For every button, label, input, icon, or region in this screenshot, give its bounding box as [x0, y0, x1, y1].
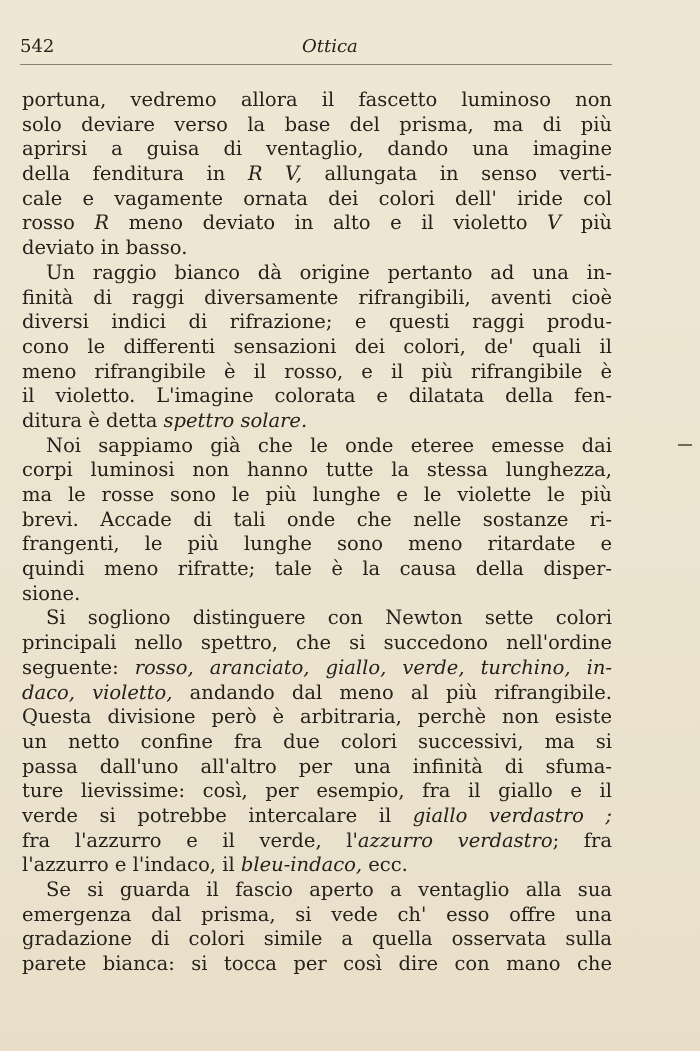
- line-text: rosso: [22, 211, 95, 235]
- line-text: più: [561, 211, 612, 235]
- text-line: [22, 360, 612, 385]
- text-line: [22, 582, 612, 607]
- line-text: l'azzurro e l'indaco, il: [22, 853, 241, 877]
- line-text: ; fra: [552, 828, 612, 852]
- italic-text: azzurro verdastro: [357, 828, 553, 852]
- line-text: deviato in basso.: [22, 236, 188, 260]
- text-line: [22, 557, 612, 582]
- text-line: [22, 384, 612, 409]
- text-line: [22, 730, 612, 755]
- line-text: fra l'azzurro e il verde, l': [22, 828, 358, 852]
- line-text: parete bianca: si tocca per così dire con mano che: [22, 952, 612, 976]
- page-number: 542: [20, 36, 55, 57]
- text-line: [22, 532, 612, 557]
- header-rule: [20, 64, 612, 65]
- line-text: seguente:: [22, 655, 135, 679]
- text-line: [22, 409, 612, 434]
- text-line: [22, 681, 612, 706]
- line-text: aprirsi a guisa di ventaglio, dando una imagine: [22, 137, 612, 161]
- text-line: [22, 927, 612, 952]
- line-text: corpi luminosi non hanno tutte la stessa lunghezza,: [22, 458, 612, 482]
- running-title: Ottica: [302, 36, 358, 57]
- line-text: passa dall'uno all'altro per una infinità di sfuma-: [22, 754, 612, 778]
- line-text: meno deviato in alto e il violetto: [109, 211, 548, 235]
- text-line: [22, 162, 612, 187]
- line-text: gradazione di colori simile a quella osservata sulla: [22, 927, 612, 951]
- line-text: ditura è detta: [22, 408, 164, 432]
- italic-text: daco, violetto,: [22, 680, 173, 704]
- line-text: ecc.: [362, 853, 408, 877]
- text-line: [22, 656, 612, 681]
- line-text: portuna, vedremo allora il fascetto luminoso non: [22, 88, 612, 111]
- line-text: andando dal meno al più rifrangibile.: [172, 680, 612, 704]
- line-text: verde si potrebbe intercalare il: [22, 803, 413, 827]
- body-text: [22, 88, 612, 977]
- text-line: [22, 779, 612, 804]
- text-line: [22, 508, 612, 533]
- text-line: [22, 705, 612, 730]
- line-text: principali nello spettro, che si succedono nell'ordine: [22, 631, 612, 655]
- italic-text: spettro solare.: [163, 408, 308, 432]
- line-text: diversi indici di rifrazione; e questi raggi produ-: [22, 310, 612, 334]
- italic-text: rosso, aranciato, giallo, verde, turchino, in-: [134, 655, 612, 679]
- line-text: quindi meno rifratte; tale è la causa della disper-: [22, 557, 612, 581]
- text-line: [22, 310, 612, 335]
- line-text: allungata in senso verti-: [301, 162, 612, 186]
- text-line: [22, 458, 612, 483]
- text-line: [22, 211, 612, 236]
- text-line: [22, 755, 612, 780]
- text-line: [22, 286, 612, 311]
- text-line: [22, 187, 612, 212]
- line-text: Noi sappiamo già che le onde eteree emesse dai: [46, 433, 612, 457]
- line-text: il violetto. L'imagine colorata e dilatata della fen-: [22, 384, 612, 408]
- text-line: [22, 903, 612, 928]
- text-line: [22, 804, 612, 829]
- italic-text: V: [547, 211, 562, 235]
- line-text: un netto confine fra due colori successivi, ma si: [22, 729, 612, 753]
- line-text: solo deviare verso la base del prisma, ma di più: [22, 112, 612, 136]
- line-text: ma le rosse sono le più lunghe e le violette le più: [22, 483, 612, 506]
- line-text: Se si guarda il fascio aperto a ventaglio alla sua: [46, 878, 612, 901]
- text-line: [22, 88, 612, 113]
- line-text: Questa divisione però è arbitraria, perchè non esiste: [22, 705, 612, 729]
- page-header: [20, 36, 620, 60]
- text-line: [22, 335, 612, 360]
- line-text: sione.: [22, 581, 81, 605]
- text-line: [22, 236, 612, 261]
- line-text: finità di raggi diversamente rifrangibili, aventi cioè: [22, 285, 612, 309]
- italic-text: R: [94, 211, 110, 235]
- text-line: [22, 631, 612, 656]
- line-text: cono le differenti sensazioni dei colori, de' quali il: [22, 334, 612, 358]
- text-line: [22, 878, 612, 903]
- italic-text: R V,: [247, 162, 302, 186]
- text-line: [22, 137, 612, 162]
- text-line: [22, 434, 612, 459]
- line-text: ture lievissime: così, per esempio, fra il giallo e il: [22, 779, 612, 803]
- line-text: Si sogliono distinguere con Newton sette colori: [46, 606, 612, 630]
- text-line: [22, 853, 612, 878]
- text-line: [22, 952, 612, 977]
- italic-text: giallo verdastro ;: [412, 803, 612, 827]
- text-line: [22, 606, 612, 631]
- italic-text: bleu-indaco,: [240, 853, 363, 877]
- line-text: meno rifrangibile è il rosso, e il più rifrangibile è: [22, 359, 612, 383]
- line-text: brevi. Accade di tali onde che nelle sostanze ri-: [22, 507, 612, 531]
- text-line: [22, 113, 612, 138]
- line-text: emergenza dal prisma, si vede ch' esso offre una: [22, 902, 612, 926]
- line-text: frangenti, le più lunghe sono meno ritardate e: [22, 532, 612, 556]
- margin-mark: [678, 444, 692, 446]
- line-text: cale e vagamente ornata dei colori dell' iride col: [22, 186, 612, 210]
- text-line: [22, 829, 612, 854]
- text-line: [22, 483, 612, 508]
- text-line: [22, 261, 612, 286]
- line-text: della fenditura in: [22, 162, 248, 186]
- line-text: Un raggio bianco dà origine pertanto ad una in-: [46, 260, 612, 284]
